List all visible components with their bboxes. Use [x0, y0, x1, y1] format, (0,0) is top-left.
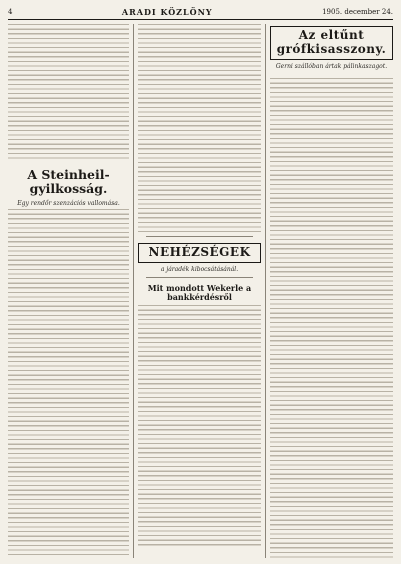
column-1	[8, 24, 129, 558]
headline-nehezsegek: NEHÉZSÉGEK	[138, 243, 261, 263]
newspaper-title: ARADI KÖZLÖNY	[121, 7, 213, 17]
headline-grofkisasszony: Az eltűnt grófkisasszony.	[270, 26, 393, 60]
article-separator	[146, 277, 253, 278]
article-text	[138, 305, 261, 549]
column-3	[270, 24, 393, 558]
page-number: 4	[8, 8, 13, 16]
headline-wekerle: Mit mondott Wekerle a bankkérdésről	[147, 282, 252, 302]
column-rule	[133, 24, 134, 558]
subheadline-steinheil: Egy rendőr szenzációs vallomása.	[17, 199, 120, 207]
article-text	[8, 24, 129, 162]
article-text	[270, 78, 393, 558]
subheadline-grofkisasszony: Gerni szállóban ártak pálinkaszagot.	[275, 62, 388, 70]
issue-date: 1905. december 24.	[322, 8, 393, 16]
article-text	[138, 24, 261, 232]
subheadline-nehezsegek: a járadék kibocsátásánál.	[160, 265, 239, 273]
headline-steinheil: A Steinheil-gyilkosság.	[27, 167, 110, 197]
column-rule	[265, 24, 266, 558]
column-2	[138, 24, 261, 558]
page-header	[8, 5, 393, 20]
article-text	[8, 209, 129, 558]
article-separator	[146, 236, 253, 237]
